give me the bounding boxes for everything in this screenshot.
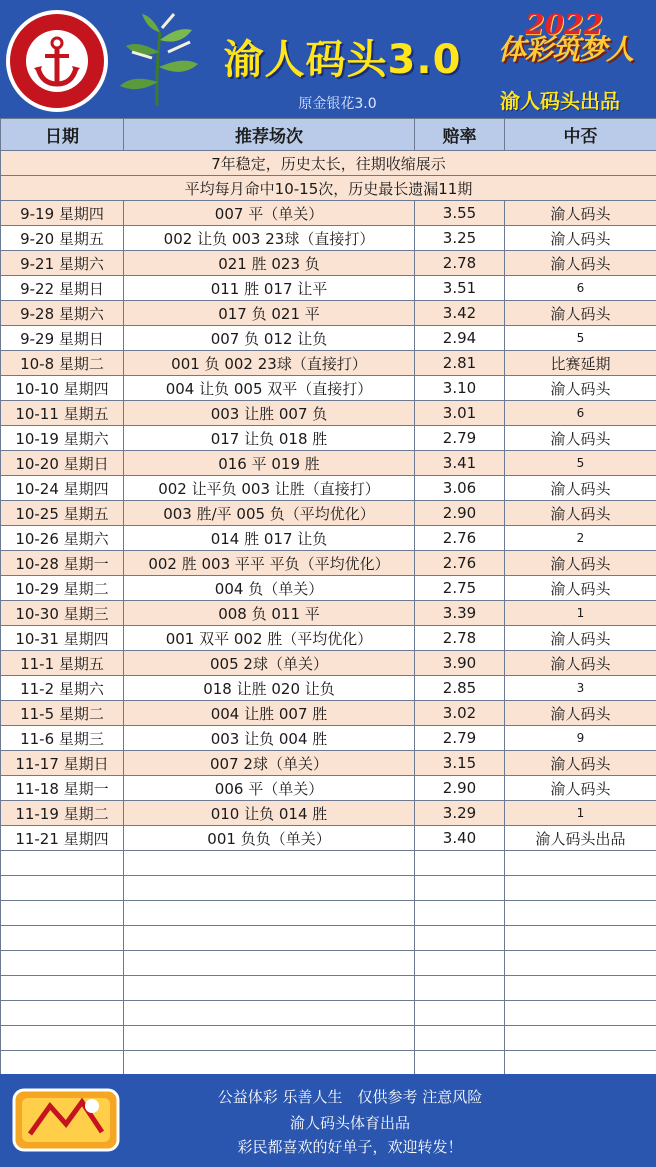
page-title: 渝人码头3.0 [223,37,462,83]
cell-pick: 005 2球（单关） [124,651,415,676]
table-row [1,326,656,351]
cell-pick: 014 胜 017 让负 [124,526,415,551]
cell-result: 渝人码头 [505,701,656,726]
cell-result: 1 [505,801,656,826]
cell-date: 10-25 星期五 [1,501,124,526]
empty-cell [415,901,505,926]
cell-result: 渝人码头 [505,626,656,651]
cell-result: 1 [505,601,656,626]
column-header-odds: 赔率 [415,119,505,151]
cell-pick: 003 胜/平 005 负（平均优化） [124,501,415,526]
cell-pick: 001 双平 002 胜（平均优化） [124,626,415,651]
cell-odds: 3.40 [415,826,505,851]
empty-cell [124,926,415,951]
empty-row [1,926,656,951]
empty-cell [505,951,656,976]
cell-date: 10-8 星期二 [1,351,124,376]
cell-pick: 010 让负 014 胜 [124,801,415,826]
cell-date: 11-21 星期四 [1,826,124,851]
empty-cell [505,1026,656,1051]
cell-pick: 002 胜 003 平平 平负（平均优化） [124,551,415,576]
cell-date: 10-19 星期六 [1,426,124,451]
empty-cell [124,851,415,876]
table-row [1,451,656,476]
cell-date: 10-26 星期六 [1,526,124,551]
cell-odds: 3.39 [415,601,505,626]
cell-result: 渝人码头 [505,476,656,501]
cell-result: 6 [505,401,656,426]
cell-date: 9-29 星期日 [1,326,124,351]
cell-date: 11-18 星期一 [1,776,124,801]
cell-odds: 2.79 [415,726,505,751]
cell-result: 5 [505,326,656,351]
table-row [1,376,656,401]
cell-odds: 2.90 [415,501,505,526]
cell-pick: 007 负 012 让负 [124,326,415,351]
table-row [1,401,656,426]
note-row [1,176,656,201]
cell-date: 9-20 星期五 [1,226,124,251]
cell-date: 9-21 星期六 [1,251,124,276]
cell-date: 10-30 星期三 [1,601,124,626]
empty-cell [415,951,505,976]
cell-odds: 3.41 [415,451,505,476]
brand-label: 渝人码头出品 [500,89,620,113]
table-row [1,651,656,676]
cell-result: 渝人码头 [505,776,656,801]
cell-odds: 3.29 [415,801,505,826]
slogan-logo: 体彩筑梦人 [498,33,634,66]
cell-date: 9-19 星期四 [1,201,124,226]
table-row [1,201,656,226]
empty-cell [1,876,124,901]
empty-cell [124,976,415,1001]
table-row [1,601,656,626]
cell-date: 9-28 星期六 [1,301,124,326]
cell-result: 渝人码头 [505,751,656,776]
cell-odds: 2.76 [415,551,505,576]
honeysuckle-plant-icon [112,12,202,108]
empty-cell [505,1001,656,1026]
footer-line: 公益体彩 乐善人生 仅供参考 注意风险 [217,1088,483,1106]
cell-odds: 3.01 [415,401,505,426]
cell-date: 11-6 星期三 [1,726,124,751]
empty-cell [1,901,124,926]
empty-cell [124,901,415,926]
empty-row [1,1026,656,1051]
empty-cell [505,1051,656,1076]
cell-odds: 3.15 [415,751,505,776]
table-row [1,751,656,776]
table-row [1,301,656,326]
cell-odds: 2.78 [415,626,505,651]
cell-odds: 2.79 [415,426,505,451]
club-logo [6,10,108,112]
table-row [1,226,656,251]
cell-result: 渝人码头 [505,376,656,401]
empty-row [1,1001,656,1026]
cell-result: 渝人码头 [505,576,656,601]
empty-cell [415,926,505,951]
cell-odds: 3.02 [415,701,505,726]
empty-cell [1,1001,124,1026]
empty-cell [124,1001,415,1026]
empty-cell [505,976,656,1001]
table-row [1,251,656,276]
cell-result: 渝人码头 [505,501,656,526]
cell-odds: 3.55 [415,201,505,226]
empty-cell [415,976,505,1001]
cell-result: 比赛延期 [505,351,656,376]
column-header-pick: 推荐场次 [124,119,415,151]
table-row [1,501,656,526]
cell-date: 11-17 星期日 [1,751,124,776]
cell-result: 渝人码头 [505,551,656,576]
cell-pick: 008 负 011 平 [124,601,415,626]
table-row [1,476,656,501]
cell-result: 渝人码头出品 [505,826,656,851]
empty-cell [124,1026,415,1051]
cell-pick: 018 让胜 020 让负 [124,676,415,701]
empty-row [1,976,656,1001]
footer-line: 彩民都喜欢的好单子，欢迎转发！ [237,1138,463,1156]
note-text: 7年稳定，历史太长，往期收缩展示 [1,151,656,176]
cell-odds: 3.06 [415,476,505,501]
table-row [1,701,656,726]
cell-pick: 004 负（单关） [124,576,415,601]
empty-cell [1,1026,124,1051]
empty-cell [415,1001,505,1026]
cell-odds: 3.90 [415,651,505,676]
anchor-icon [26,30,88,92]
footer-line: 渝人码头体育出品 [289,1114,410,1132]
column-header-result: 中否 [505,119,656,151]
cell-pick: 003 让胜 007 负 [124,401,415,426]
footer-banner [0,1074,656,1167]
empty-cell [505,926,656,951]
cell-result: 6 [505,276,656,301]
cell-result: 5 [505,451,656,476]
cell-odds: 2.75 [415,576,505,601]
table-row [1,726,656,751]
cell-date: 11-5 星期二 [1,701,124,726]
empty-row [1,876,656,901]
cell-result: 3 [505,676,656,701]
cell-pick: 007 2球（单关） [124,751,415,776]
cell-pick: 003 让负 004 胜 [124,726,415,751]
cell-date: 10-20 星期日 [1,451,124,476]
cell-pick: 002 让负 003 23球（直接打） [124,226,415,251]
cell-pick: 004 让胜 007 胜 [124,701,415,726]
cell-result: 渝人码头 [505,226,656,251]
table-row [1,351,656,376]
cell-result: 2 [505,526,656,551]
cell-result: 渝人码头 [505,426,656,451]
cell-odds: 2.90 [415,776,505,801]
cell-date: 10-28 星期一 [1,551,124,576]
cell-result: 渝人码头 [505,651,656,676]
table-row [1,276,656,301]
cell-odds: 2.78 [415,251,505,276]
jingcai-helper-badge-icon [10,1084,122,1156]
empty-cell [124,876,415,901]
cell-pick: 006 平（单关） [124,776,415,801]
empty-cell [415,851,505,876]
year-mark: 2022 [525,8,603,41]
table-row [1,826,656,851]
page-subtitle: 原金银花3.0 [298,96,377,112]
table-header-row [1,119,656,151]
cell-pick: 001 负 002 23球（直接打） [124,351,415,376]
cell-pick: 004 让负 005 双平（直接打） [124,376,415,401]
note-text: 平均每月命中10-15次，历史最长遗漏11期 [1,176,656,201]
table-row [1,426,656,451]
cell-date: 10-31 星期四 [1,626,124,651]
empty-cell [1,851,124,876]
empty-cell [1,1051,124,1076]
cell-odds: 3.51 [415,276,505,301]
cell-pick: 017 负 021 平 [124,301,415,326]
table-row [1,676,656,701]
cell-odds: 2.85 [415,676,505,701]
cell-pick: 007 平（单关） [124,201,415,226]
header-banner [0,0,656,118]
empty-cell [415,876,505,901]
cell-date: 11-1 星期五 [1,651,124,676]
cell-result: 渝人码头 [505,301,656,326]
cell-date: 10-11 星期五 [1,401,124,426]
empty-row [1,851,656,876]
cell-pick: 001 负负（单关） [124,826,415,851]
empty-cell [124,951,415,976]
table-row [1,526,656,551]
empty-cell [505,901,656,926]
cell-pick: 021 胜 023 负 [124,251,415,276]
cell-result: 9 [505,726,656,751]
empty-cell [415,1051,505,1076]
cell-date: 10-24 星期四 [1,476,124,501]
cell-pick: 016 平 019 胜 [124,451,415,476]
recommendation-table [0,118,656,1076]
table-row [1,576,656,601]
cell-date: 11-2 星期六 [1,676,124,701]
empty-row [1,901,656,926]
cell-date: 11-19 星期二 [1,801,124,826]
column-header-date: 日期 [1,119,124,151]
note-row [1,151,656,176]
cell-odds: 3.42 [415,301,505,326]
cell-date: 9-22 星期日 [1,276,124,301]
empty-cell [1,926,124,951]
cell-date: 10-29 星期二 [1,576,124,601]
empty-cell [124,1051,415,1076]
cell-odds: 2.76 [415,526,505,551]
empty-cell [1,951,124,976]
cell-pick: 002 让平负 003 让胜（直接打） [124,476,415,501]
empty-cell [1,976,124,1001]
table-row [1,776,656,801]
cell-result: 渝人码头 [505,201,656,226]
table-row [1,801,656,826]
cell-odds: 3.25 [415,226,505,251]
cell-odds: 2.81 [415,351,505,376]
empty-cell [505,876,656,901]
empty-row [1,951,656,976]
cell-date: 10-10 星期四 [1,376,124,401]
cell-odds: 2.94 [415,326,505,351]
empty-cell [415,1026,505,1051]
empty-row [1,1051,656,1076]
cell-odds: 3.10 [415,376,505,401]
table-row [1,626,656,651]
cell-pick: 017 让负 018 胜 [124,426,415,451]
table-row [1,551,656,576]
cell-result: 渝人码头 [505,251,656,276]
empty-cell [505,851,656,876]
cell-pick: 011 胜 017 让平 [124,276,415,301]
